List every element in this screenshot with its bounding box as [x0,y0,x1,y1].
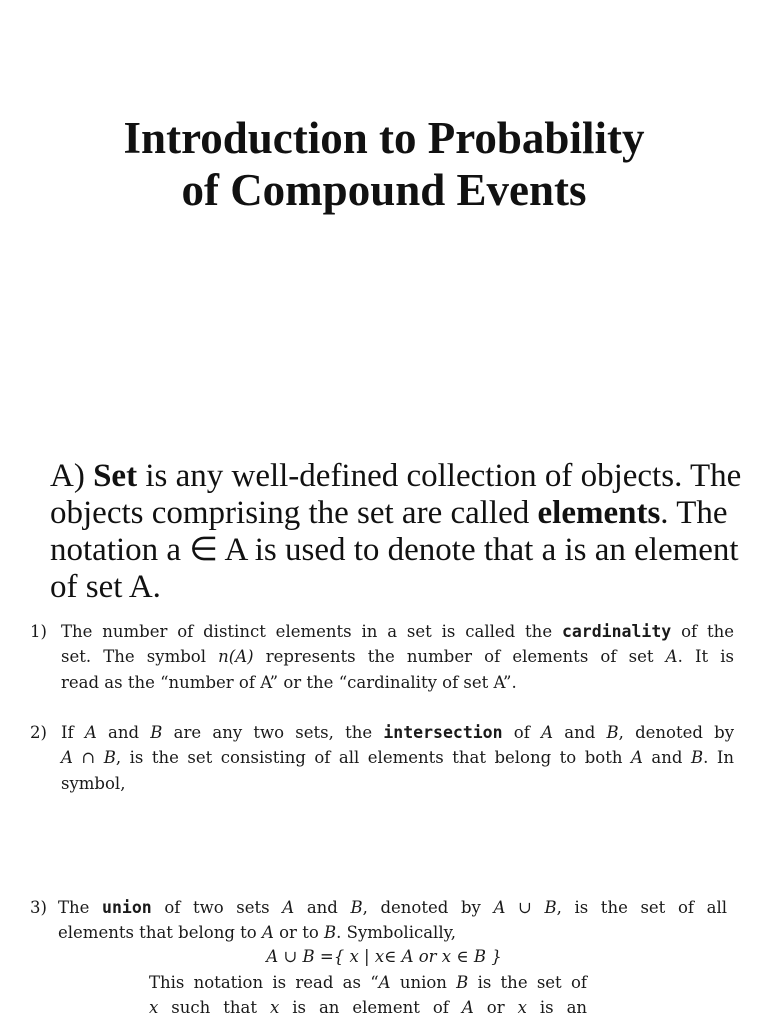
item-line [149,973,587,992]
term-elements: elements [537,495,661,531]
math-symbol: A [261,923,274,942]
math-symbol: x [517,998,527,1017]
math-symbol: B [324,923,337,942]
bold-term: union [102,898,152,917]
item-number: 3) [30,898,47,917]
math-symbol: B [456,973,469,992]
set-definition-paragraph [50,458,750,606]
text-run: , denoted by [362,898,481,917]
item-line [61,647,734,666]
item-number: 2) [30,723,47,742]
bold-term: intersection [383,723,503,742]
text-run: and [108,723,140,742]
document-title [0,112,768,216]
text-run: and [651,748,683,767]
text-run: and [564,723,596,742]
item-line [61,748,734,767]
text-run: set. The symbol [61,647,207,666]
text-run: , is the set consisting of all elements that belong to both [115,748,623,767]
text-run: . It is [677,647,734,666]
text-run: is an element of [292,998,449,1017]
math-symbol: x [149,998,159,1017]
title-line-1: Introduction to Probability [123,113,645,163]
text-run: of two sets [164,898,270,917]
text-run: elements that belong to [58,923,257,942]
union-formula: A ∪ B ={ x | x∈ A or x ∈ B } [266,947,502,966]
title-line-2: of Compound Events [181,165,587,215]
math-symbol: A ∪ B [493,898,557,917]
math-symbol: B [350,898,363,917]
item-line: read as the “number of A” or the “cardinality of set A”. [61,673,517,692]
item-line [149,998,587,1017]
text-run: is the set of [477,973,587,992]
math-symbol: B [150,723,163,742]
text-run: union [399,973,447,992]
text-run: The number of distinct elements in a set is called the [61,622,553,641]
math-symbol: A [541,723,553,742]
text-run: are any two sets, the [173,723,373,742]
text-run: of [513,723,530,742]
item-line [61,723,734,742]
item-line [61,622,734,641]
math-symbol: A [631,748,643,767]
item-line: symbol, [61,774,126,793]
item-line [58,898,727,917]
text-run: , is the set of all [556,898,727,917]
intro-text-2: . The notation a ∈ A is used to denote that a is an element of set A. [50,495,739,605]
text-run: or [486,998,505,1017]
text-run: represents the number of elements of set [265,647,654,666]
math-symbol: A [84,723,97,742]
text-run: such that [171,998,257,1017]
math-symbol: x [269,998,280,1017]
text-run: . Symbolically, [336,923,456,942]
intro-text-1: is any well-defined collection of objects. The objects comprising the set are called [50,458,742,531]
text-run: . In [703,748,734,767]
item-number: 1) [30,622,47,641]
text-run: This notation is read as “ [149,973,379,992]
math-symbol: A ∩ B [61,748,116,767]
bold-term: cardinality [561,622,672,641]
term-set: Set [93,458,138,494]
text-run: If [61,723,74,742]
math-symbol: A [378,973,391,992]
math-symbol: n(A) [218,647,254,666]
text-run: , denoted by [618,723,735,742]
text-run: The [58,898,90,917]
math-symbol: B [606,723,619,742]
text-run: and [306,898,338,917]
math-symbol: A [282,898,295,917]
math-symbol: A [461,998,474,1017]
math-symbol: B [690,748,704,767]
text-run: of the [681,622,734,641]
item-line [58,923,456,942]
intro-label: A) [50,458,85,494]
math-symbol: A [665,647,678,666]
text-run: or to [279,923,319,942]
text-run: is an [539,998,588,1017]
